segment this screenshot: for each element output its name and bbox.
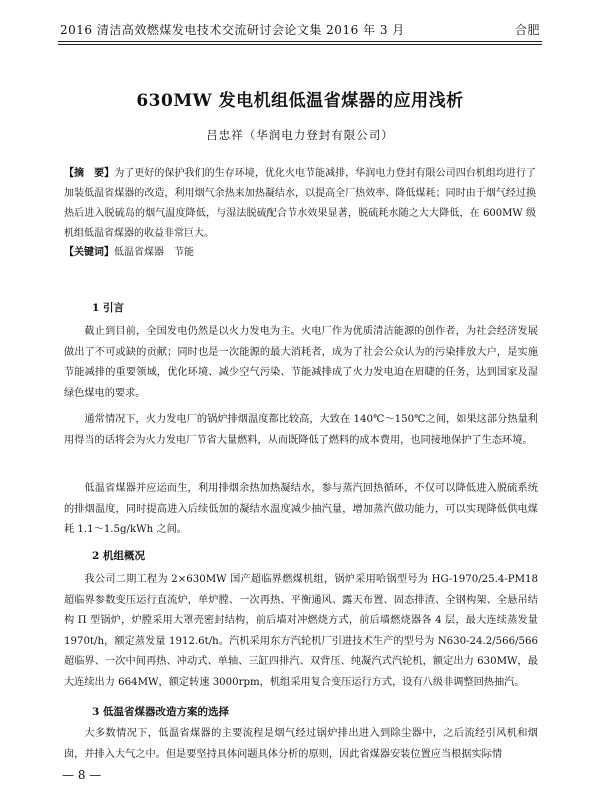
- section-heading-2: 2 机组概况: [92, 550, 145, 562]
- abstract-label: 【摘 要】: [64, 168, 115, 179]
- section-1-paragraph-2: 通常情况下，火力发电厂的锅炉排烟温度都比较高，大致在 140℃～150℃之间，如果这部分热量利用得当的话将会为火力发电厂节省大量燃料，从而既降低了燃料的成本费用，也同接地保护了生态环境。: [64, 414, 538, 446]
- abstract-text: 为了更好的保护我们的生存环境，优化火电节能减排，华润电力登封有限公司四台机组均进行了加装低温省煤器的改造，利用烟气余热来加热凝结水，以提高全厂热效率、降低煤耗；同时由于烟气经过换热后进入脱硫岛的烟气温度降低，与湿法脱硫配合节水效果显著，脱硫耗水随之大大降低，在 600MW 级机组低温省煤器的收益非常巨大。: [64, 168, 537, 239]
- keywords: [64, 243, 536, 263]
- section-heading-3: 3 低温省煤器改造方案的选择: [92, 706, 229, 718]
- author-affiliation: 吕忠祥（华润电力登封有限公司）: [206, 128, 394, 142]
- section-2-paragraph-1: 我公司二期工程为 2×630MW 国产超临界燃煤机组，锅炉采用哈锅型号为 HG-1970/25.4-PM18 超临界参数变压运行直流炉，单炉膛、一次再热、平衡通风、露天布置、固态排渣、全钢构架、全悬吊结构 Π 型锅炉，炉膛采用大罩壳密封结构，前后墙对冲燃烧方式，前后墙燃烧器各 4 层，最大连续蒸发量 1970t/h，额定蒸发量 1912.6t/h。汽机采用东方汽轮机厂引进技术生产的型号为 N630-24.2/566/566 超临界、一次中间再热、冲动式、单轴、三缸四排汽、双背压、纯凝汽式汽轮机，额定出力 630MW，最大连续出力 664MW，额定转速 3000rpm，机组采用复合变压运行方式，设有八级非调整回热抽汽。: [64, 574, 538, 688]
- header-rule: [58, 41, 542, 42]
- abstract: [64, 164, 536, 244]
- page-number: — 8 —: [62, 768, 102, 782]
- running-header-right: 合肥: [514, 23, 540, 37]
- section-1-paragraph-1: 截止到目前，全国发电仍然是以火力发电为主。火电厂作为优质清洁能源的创作者，为社会经济发展做出了不可或缺的贡献；同时也是一次能源的最大消耗者，成为了社会公众认为的污染排放大户，是实施节能减排的重要领域，优化环境、减少空气污染、节能减排成了火力发电迫在眉睫的任务，达到国家及湿绿色煤电的要求。: [64, 326, 538, 399]
- running-header-left: 2016 清洁高效燃煤发电技术交流研讨会论文集 2016 年 3 月: [60, 23, 405, 37]
- keywords-label: 【关键词】: [64, 247, 114, 258]
- paper-title: 630MW 发电机组低温省煤器的应用浅析: [136, 91, 464, 111]
- section-1-paragraph-3: 低温省煤器并应运而生，利用排烟余热加热凝结水，参与蒸汽回热循环，不仅可以降低进入脱硫系统的排烟温度，同时提高进入后续低加的凝结水温度减少抽汽量，增加蒸汽做功能力，可以实现降低供电煤耗 1.1～1.5g/kWh 之间。: [64, 483, 538, 536]
- running-header: [60, 18, 540, 38]
- section-3-paragraph-1: 大多数情况下，低温省煤器的主要流程是烟气经过锅炉排出进入到除尘器中，之后流经引风机和烟囱，并排入大气之中。但是要坚持具体问题具体分析的原则，因此省煤器安装位置应当根据实际情: [64, 728, 538, 760]
- section-heading-1: 1 引言: [92, 302, 124, 314]
- header-rule-thin: [58, 44, 542, 45]
- keywords-text: 低温省煤器 节能: [114, 247, 194, 258]
